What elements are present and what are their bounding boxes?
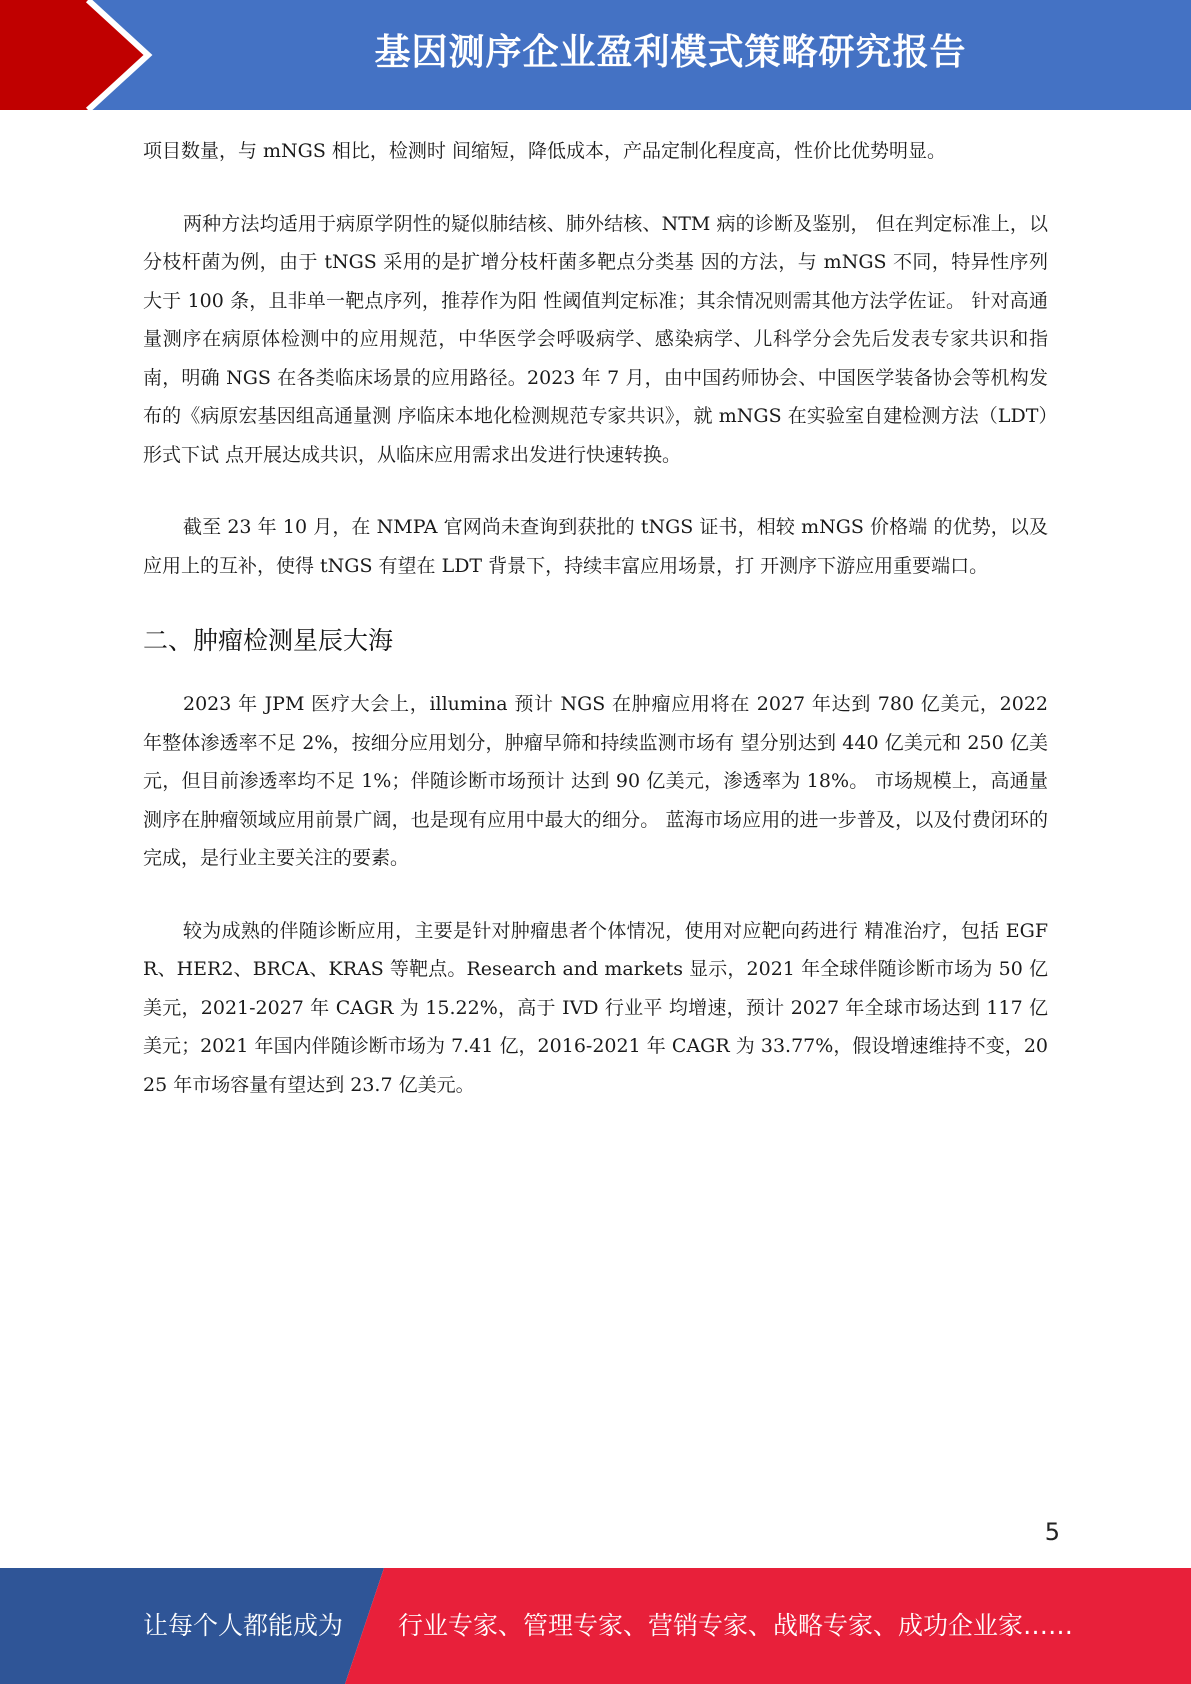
- report-title: 基因测序企业盈利模式策略研究报告: [374, 32, 967, 73]
- paragraph-5: 较为成熟的伴随诊断应用，主要是针对肿瘤患者个体情况，使用对应靶向药进行 精准治疗，包括 EGFR、HER2、BRCA、KRAS 等靶点。Research and markets 显示，2021 年全球伴随诊断市场为 50 亿美元，2021-2027 年 CAGR 为 15.22%，高于 IVD 行业平 均增速，预计 2027 年全球市场达到 117 亿美元；2021 年国内伴随诊断市场为 7.41 亿，2016-2021 年 CAGR 为 33.77%，假设增速维持不变，2025 年市场容量有望达到 23.7 亿美元。: [143, 919, 1048, 1096]
- paragraph-4: 2023 年 JPM 医疗大会上，illumina 预计 NGS 在肿瘤应用将在 2027 年达到 780 亿美元，2022 年整体渗透率不足 2%，按细分应用划分，肿瘤早筛和持续监测市场有 望分别达到 440 亿美元和 250 亿美元，但目前渗透率均不足 1%；伴随诊断市场预计 达到 90 亿美元，渗透率为 18%。 市场规模上，高通量测序在肿瘤领域应用前景广阔，也是现有应用中最大的细分。 蓝海市场应用的进一步普及，以及付费闭环的完成，是行业主要关注的要素。: [143, 693, 1048, 869]
- chevron-shape: [0, 0, 148, 110]
- header-banner: [0, 0, 1191, 110]
- paragraph-1: 项目数量，与 mNGS 相比，检测时 间缩短，降低成本，产品定制化程度高，性价比优势明显。: [143, 140, 946, 162]
- footer-slogan-right: 行业专家、管理专家、营销专家、战略专家、成功企业家……: [398, 1611, 1074, 1640]
- document-body: [143, 132, 1048, 1138]
- section-heading: 二、肿瘤检测星辰大海: [143, 626, 394, 655]
- paragraph-3: 截至 23 年 10 月，在 NMPA 官网尚未查询到获批的 tNGS 证书，相较 mNGS 价格端 的优势，以及应用上的互补，使得 tNGS 有望在 LDT 背景下，持续丰富应用场景，打 开测序下游应用重要端口。: [143, 516, 1048, 577]
- footer-slogan-left: 让每个人都能成为: [143, 1611, 344, 1640]
- paragraph-2: 两种方法均适用于病原学阴性的疑似肺结核、肺外结核、NTM 病的诊断及鉴别， 但在判定标准上，以分枝杆菌为例，由于 tNGS 采用的是扩增分枝杆菌多靶点分类基 因的方法，与 mNGS 不同，特异性序列大于 100 条，且非单一靶点序列，推荐作为阳 性阈值判定标准；其余情况则需其他方法学佐证。 针对高通量测序在病原体检测中的应用规范，中华医学会呼吸病学、感染病学、儿科学分会先后发表专家共识和指南，明确 NGS 在各类临床场景的应用路径。2023 年 7 月，由中国药师协会、中国医学装备协会等机构发布的《病原宏基因组高通量测 序临床本地化检测规范专家共识》，就 mNGS 在实验室自建检测方法（LDT）形式下试 点开展达成共识，从临床应用需求出发进行快速转换。: [143, 212, 1048, 466]
- footer-banner: [0, 1568, 1191, 1684]
- red-chevron-decoration: [0, 0, 160, 110]
- page-number: 5: [1044, 1518, 1060, 1546]
